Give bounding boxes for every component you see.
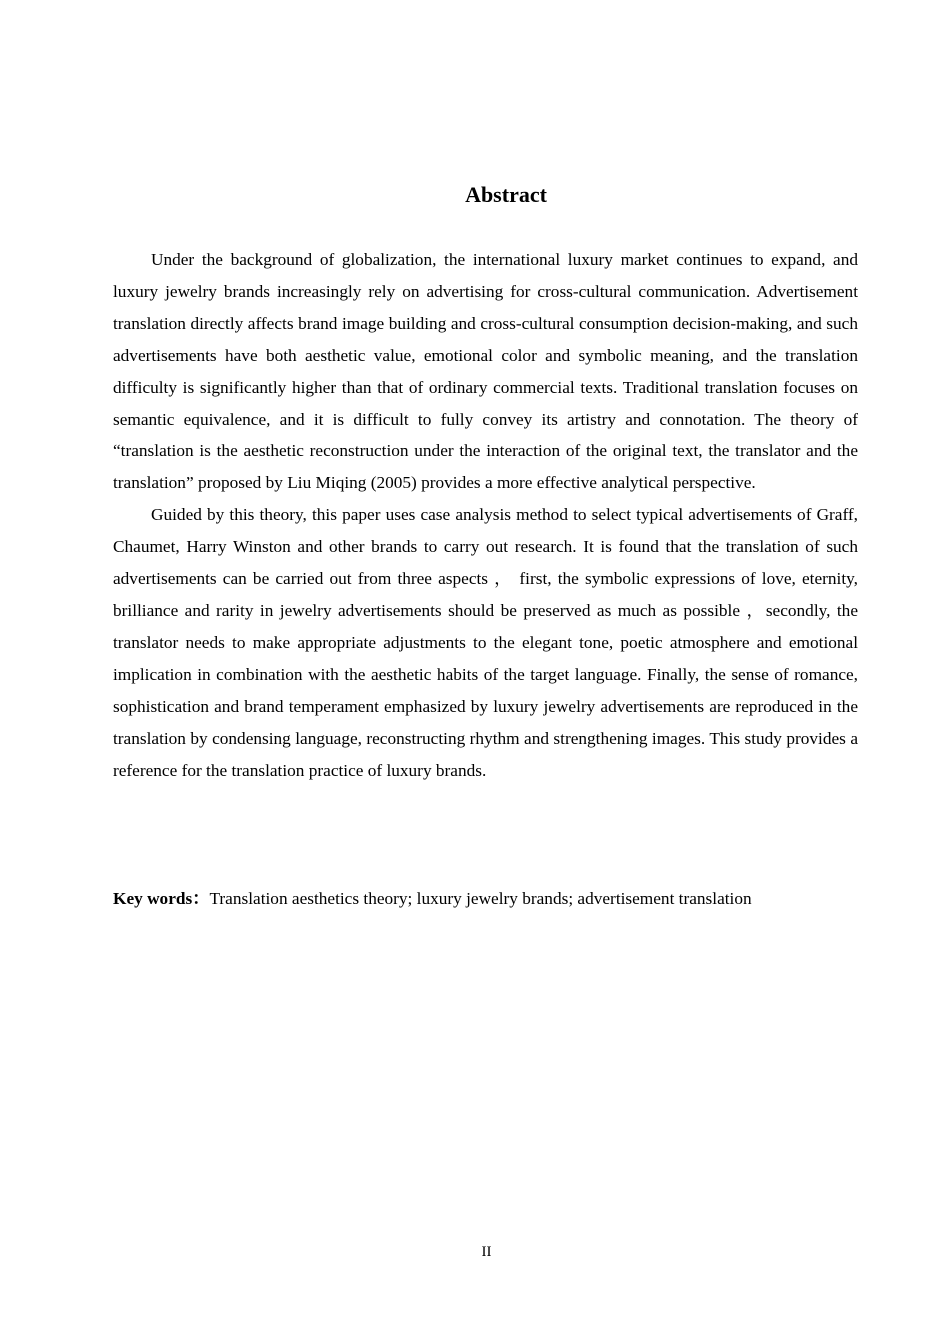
abstract-body xyxy=(113,244,858,786)
keywords-line xyxy=(113,883,858,915)
keywords-text: Translation aesthetics theory; luxury jewelry brands; advertisement translation xyxy=(209,889,752,908)
abstract-paragraph-1: Under the background of globalization, the international luxury market continues to expand, and luxury jewelry brands increasingly rely on advertising for cross-cultural communication. Advertisement translation directly affects brand image building and cross-cultural consumption decision-making, and such advertisements have both aesthetic value, emotional color and symbolic meaning, and the translation difficulty is significantly higher than that of ordinary commercial texts. Traditional translation focuses on semantic equivalence, and it is difficult to fully convey its artistry and connotation. The theory of “translation is the aesthetic reconstruction under the interaction of the original text, the translator and the translation” proposed by Liu Miqing (2005) provides a more effective analytical perspective. xyxy=(113,250,858,493)
abstract-title: Abstract xyxy=(465,182,547,207)
abstract-paragraph-2: Guided by this theory, this paper uses case analysis method to select typical advertisements of Graff, Chaumet, Harry Winston and other brands to carry out research. It is found that the translation of such advertisements can be carried out from three aspects ， first, the symbolic expressions of love, eternity, brilliance and rarity in jewelry advertisements should be preserved as much as possible ，secondly, the translator needs to make appropriate adjustments to the elegant tone, poetic atmosphere and emotional implication in combination with the aesthetic habits of the target language. Finally, the sense of romance, sophistication and brand temperament emphasized by luxury jewelry advertisements are reproduced in the translation by condensing language, reconstructing rhythm and strengthening images. This study provides a reference for the translation practice of luxury brands. xyxy=(113,505,858,780)
keywords-label: Key words： xyxy=(113,889,210,908)
page-number: II xyxy=(481,1244,492,1260)
